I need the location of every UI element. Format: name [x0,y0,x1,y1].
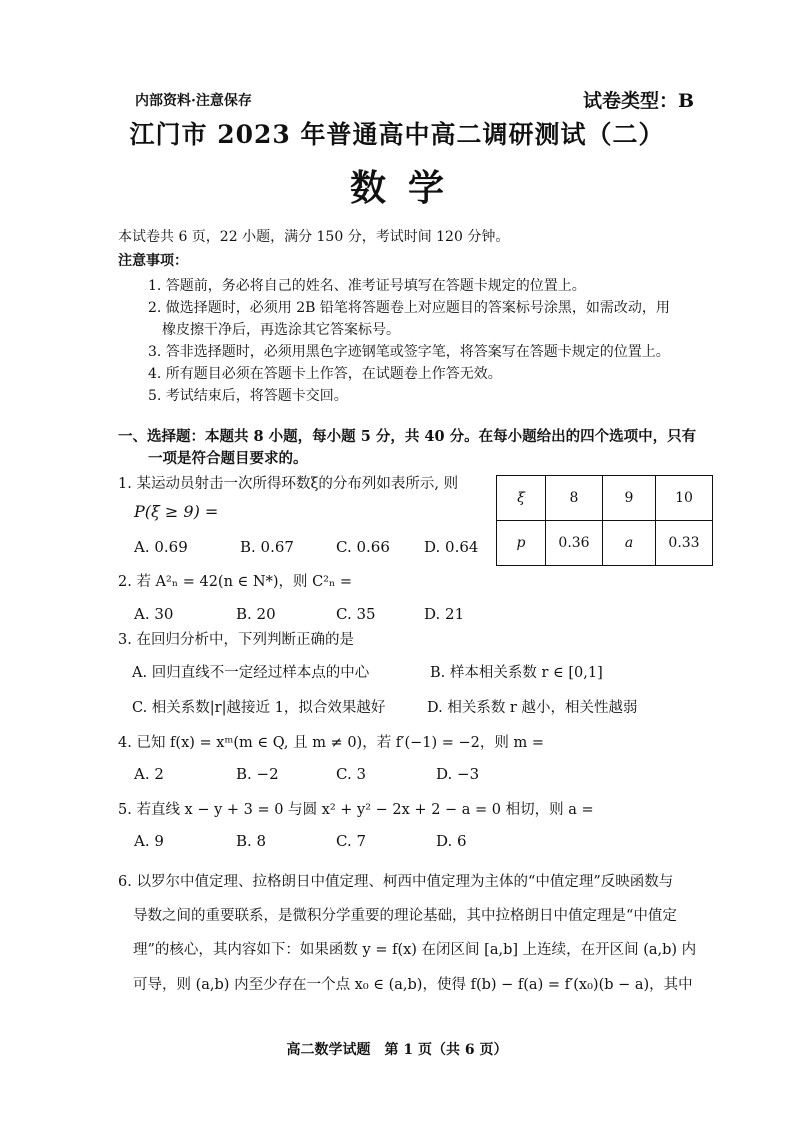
exam-title: 江门市 2023 年普通高中高二调研测试（二） [129,120,665,149]
table-row [497,521,713,566]
question-4-stem: 4. 已知 f(x) = xᵐ(m ∈ Q, 且 m ≠ 0)，若 f′(−1) = −2，则 m = [118,735,545,751]
question-2-stem: 2. 若 A²ₙ = 42(n ∈ N*)，则 C²ₙ = [118,574,353,590]
page-footer: 高二数学试题 第 1 页（共 6 页） [286,1042,508,1058]
notice-item: 橡皮擦干净后，再选涂其它答案标号。 [162,322,400,338]
question-1-stem: 1. 某运动员射击一次所得环数ξ的分布列如表所示, 则 [118,476,459,492]
subject-title: 数学 [349,167,466,209]
question-2-option-a: A. 30 [134,605,174,623]
section-heading-cont: 一项是符合题目要求的。 [148,450,308,467]
question-6-line: 6. 以罗尔中值定理、拉格朗日中值定理、柯西中值定理为主体的“中值定理”反映函数与 [118,874,674,890]
question-5-option-c: C. 7 [336,832,367,850]
notice-item: 1. 答题前，务必将自己的姓名、准考证号填写在答题卡规定的位置上。 [148,278,586,294]
notice-item: 2. 做选择题时，必须用 2B 铅笔将答题卷上对应题目的答案标号涂黑，如需改动，用 [148,300,670,316]
question-2-option-b: B. 20 [236,605,276,623]
question-4-option-d: D. −3 [436,765,480,783]
question-5-option-d: D. 6 [436,832,467,850]
section-heading: 一、选择题：本题共 8 小题，每小题 5 分，共 40 分。在每小题给出的四个选项中，只有 [118,428,697,445]
header-left-label: 内部资料·注意保存 [135,93,252,109]
question-3-option-a: A. 回归直线不一定经过样本点的中心 [132,665,370,681]
question-5-option-a: A. 9 [134,832,164,850]
question-1-option-d: D. 0.64 [424,538,479,556]
table-row [497,476,713,521]
notice-item: 3. 答非选择题时，必须用黑色字迹钢笔或签字笔，将答案写在答题卡规定的位置上。 [148,344,670,360]
question-5-stem: 5. 若直线 x − y + 3 = 0 与圆 x² + y² − 2x + 2 − a = 0 相切，则 a = [118,802,594,818]
table-cell: 0.36 [546,521,603,566]
question-6-line: 理”的核心，其内容如下：如果函数 y = f(x) 在闭区间 [a,b] 上连续，在开区间 (a,b) 内 [133,942,697,958]
question-1-option-c: C. 0.66 [336,538,390,556]
question-4-option-b: B. −2 [236,765,279,783]
table-cell: a [603,521,656,566]
exam-intro: 本试卷共 6 页，22 小题，满分 150 分，考试时间 120 分钟。 [118,229,510,245]
question-3-option-d: D. 相关系数 r 越小，相关性越弱 [427,700,638,716]
question-4-option-a: A. 2 [134,765,164,783]
question-1-expression: P(ξ ≥ 9) = [134,502,219,521]
paper-type-label: 试卷类型：B [583,90,695,112]
question-4-option-c: C. 3 [336,765,367,783]
table-cell: 10 [656,476,713,521]
table-cell: 8 [546,476,603,521]
question-3-stem: 3. 在回归分析中，下列判断正确的是 [118,632,354,648]
question-1-option-a: A. 0.69 [134,538,188,556]
table-cell: p [497,521,546,566]
question-3-option-c: C. 相关系数|r|越接近 1，拟合效果越好 [132,700,386,716]
notice-heading: 注意事项： [118,253,188,269]
notice-item: 5. 考试结束后，将答题卡交回。 [148,388,348,404]
question-2-option-d: D. 21 [424,605,465,623]
notice-item: 4. 所有题目必须在答题卡上作答，在试题卷上作答无效。 [148,366,502,382]
question-1-option-b: B. 0.67 [240,538,294,556]
distribution-table [496,475,713,566]
question-6-line: 导数之间的重要联系，是微积分学重要的理论基础，其中拉格朗日中值定理是“中值定 [133,908,677,924]
table-cell: 0.33 [656,521,713,566]
question-5-option-b: B. 8 [236,832,267,850]
table-cell: ξ [497,476,546,521]
table-cell: 9 [603,476,656,521]
question-6-line: 可导，则 (a,b) 内至少存在一个点 x₀ ∈ (a,b)，使得 f(b) − f(a) = f′(x₀)(b − a)，其中 [133,977,693,993]
question-2-option-c: C. 35 [336,605,376,623]
question-3-option-b: B. 样本相关系数 r ∈ [0,1] [430,665,603,681]
